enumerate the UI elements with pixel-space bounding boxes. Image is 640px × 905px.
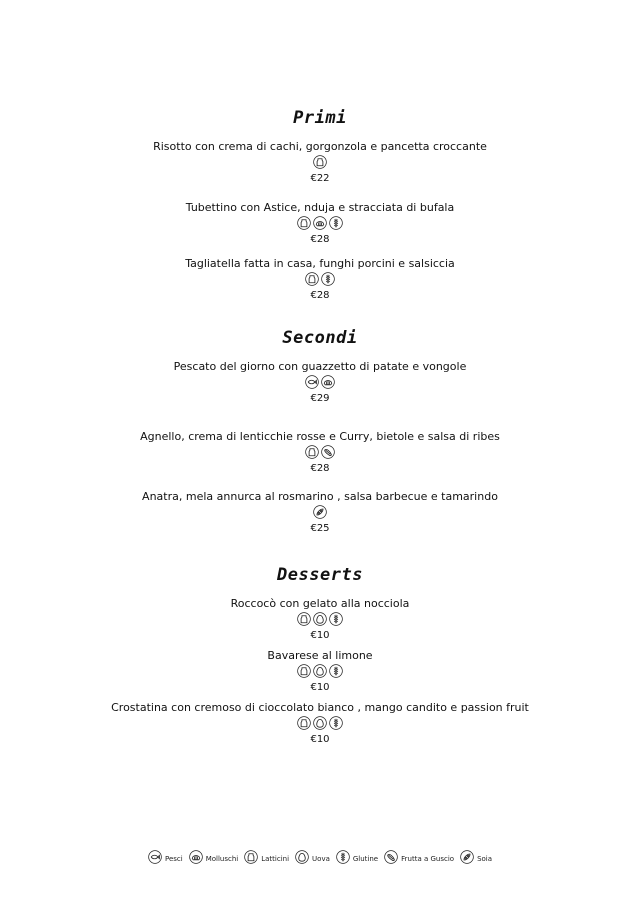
latticini-icon: [297, 716, 311, 731]
frutta-a-guscio-icon: [321, 445, 335, 460]
uova-icon: [313, 664, 327, 679]
legend-item-latticini: [244, 850, 289, 864]
legend-item-uova: [295, 850, 330, 864]
dish-price: €28: [310, 290, 330, 301]
dish-item: [0, 430, 640, 475]
glutine-icon: [329, 664, 343, 679]
latticini-icon: [297, 664, 311, 679]
dish-name: Crostatina con cremoso di cioccolato bianco , mango candito e passion fruit: [111, 701, 529, 714]
molluschi-icon: [321, 375, 335, 390]
dish-price: €10: [310, 734, 330, 745]
dish-item: [0, 490, 640, 535]
frutta-a-guscio-icon: [384, 850, 398, 864]
allergen-legend: [0, 850, 640, 864]
pesci-icon: [148, 850, 162, 864]
molluschi-icon: [313, 216, 327, 231]
dish-item: [0, 201, 640, 246]
dish-name: Agnello, crema di lenticchie rosse e Curry, bietole e salsa di ribes: [140, 430, 500, 443]
glutine-icon: [329, 716, 343, 731]
legend-item-soia: [460, 850, 492, 864]
dish-item: [0, 701, 640, 746]
uova-icon: [313, 612, 327, 627]
dish-price: €10: [310, 682, 330, 693]
latticini-icon: [244, 850, 258, 864]
molluschi-icon: [189, 850, 203, 864]
glutine-icon: [329, 216, 343, 231]
legend-label: Soia: [477, 855, 493, 863]
dish-item: [0, 140, 640, 185]
soia-icon: [313, 505, 327, 520]
legend-label: Pesci: [164, 855, 183, 863]
section-title-primi: Primi: [293, 108, 347, 128]
dish-price: €28: [310, 463, 330, 474]
glutine-icon: [321, 272, 335, 287]
section-title-secondi: Secondi: [282, 328, 358, 348]
dish-item: [0, 649, 640, 694]
legend-item-molluschi: [189, 850, 239, 864]
dish-name: Risotto con crema di cachi, gorgonzola e pancetta croccante: [153, 140, 487, 153]
dish-name: Pescato del giorno con guazzetto di patate e vongole: [173, 360, 467, 373]
dish-item: [0, 597, 640, 642]
legend-item-pesci: [148, 850, 183, 864]
soia-icon: [460, 850, 474, 864]
dish-item: [0, 360, 640, 405]
legend-item-glutine: [336, 850, 378, 864]
dish-name: Tubettino con Astice, nduja e stracciata di bufala: [185, 201, 455, 214]
dish-price: €22: [310, 173, 330, 184]
legend-label: Molluschi: [205, 855, 239, 863]
latticini-icon: [305, 445, 319, 460]
dish-item: [0, 257, 640, 302]
dish-name: Tagliatella fatta in casa, funghi porcini e salsiccia: [185, 257, 455, 270]
section-title-desserts: Desserts: [277, 565, 363, 585]
legend-label: Frutta a Guscio: [401, 855, 455, 863]
glutine-icon: [329, 612, 343, 627]
latticini-icon: [305, 272, 319, 287]
legend-label: Uova: [312, 855, 330, 863]
dish-name: Bavarese al limone: [267, 649, 373, 662]
latticini-icon: [297, 216, 311, 231]
legend-label: Glutine: [352, 855, 379, 863]
pesci-icon: [305, 375, 319, 390]
dish-price: €10: [310, 630, 330, 641]
dish-price: €29: [310, 393, 330, 404]
dish-name: Anatra, mela annurca al rosmarino , salsa barbecue e tamarindo: [142, 490, 498, 503]
legend-label: Latticini: [261, 855, 290, 863]
dish-price: €28: [310, 234, 330, 245]
latticini-icon: [297, 612, 311, 627]
uova-icon: [313, 716, 327, 731]
legend-item-frutta-a-guscio: [384, 850, 454, 864]
latticini-icon: [313, 155, 327, 170]
uova-icon: [295, 850, 309, 864]
dish-price: €25: [310, 523, 330, 534]
dish-name: Roccocò con gelato alla nocciola: [230, 597, 410, 610]
glutine-icon: [336, 850, 350, 864]
